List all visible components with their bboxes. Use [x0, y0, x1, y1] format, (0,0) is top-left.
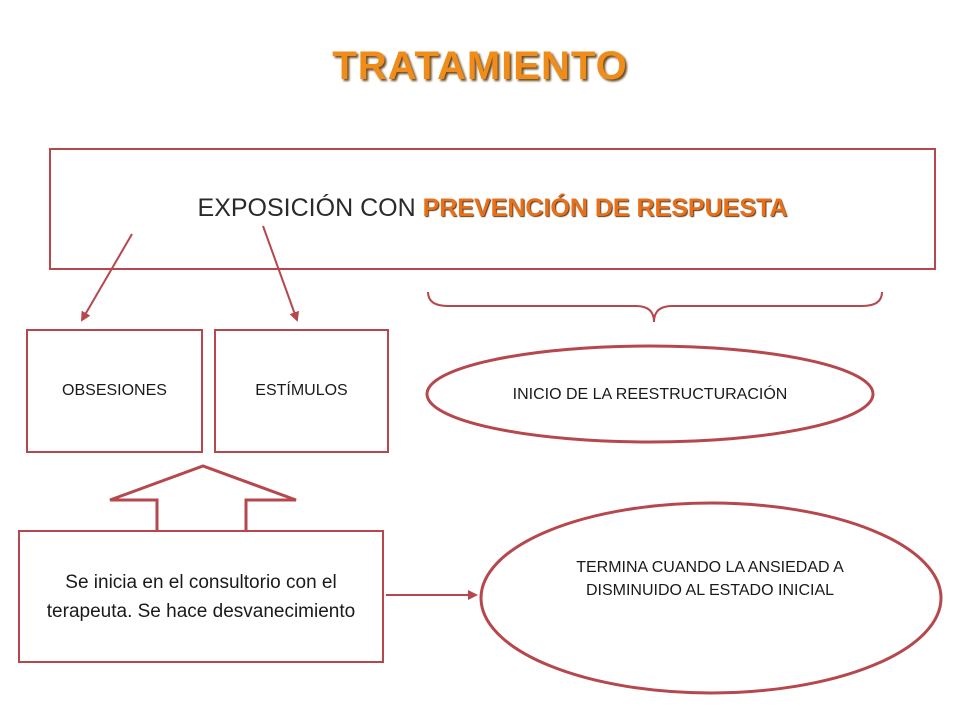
obsesiones-box: [26, 329, 203, 453]
consultorio-note-text: Se inicia en el consultorio con el terapeuta. Se hace desvanecimiento: [46, 571, 356, 622]
consultorio-note-box: [18, 530, 384, 663]
slide-title: TRATAMIENTO: [332, 44, 628, 88]
termina-label: TERMINA CUANDO LA ANSIEDAD A DISMINUIDO AL ESTADO INICIAL: [576, 559, 844, 599]
inicio-label: INICIO DE LA REESTRUCTURACIÓN: [512, 386, 788, 403]
arrow-to-obsesiones: [82, 234, 132, 320]
brace-shape: [428, 292, 882, 322]
up-arrow-shape: [110, 466, 296, 530]
arrow-to-estimulos: [263, 226, 297, 320]
exposure-prefix: EXPOSICIÓN CON: [197, 194, 416, 222]
estimulos-box: [214, 329, 389, 453]
exposure-highlight: PREVENCIÓN DE RESPUESTA: [422, 194, 788, 222]
obsesiones-label: OBSESIONES: [62, 382, 167, 399]
estimulos-label: ESTÍMULOS: [255, 382, 348, 399]
